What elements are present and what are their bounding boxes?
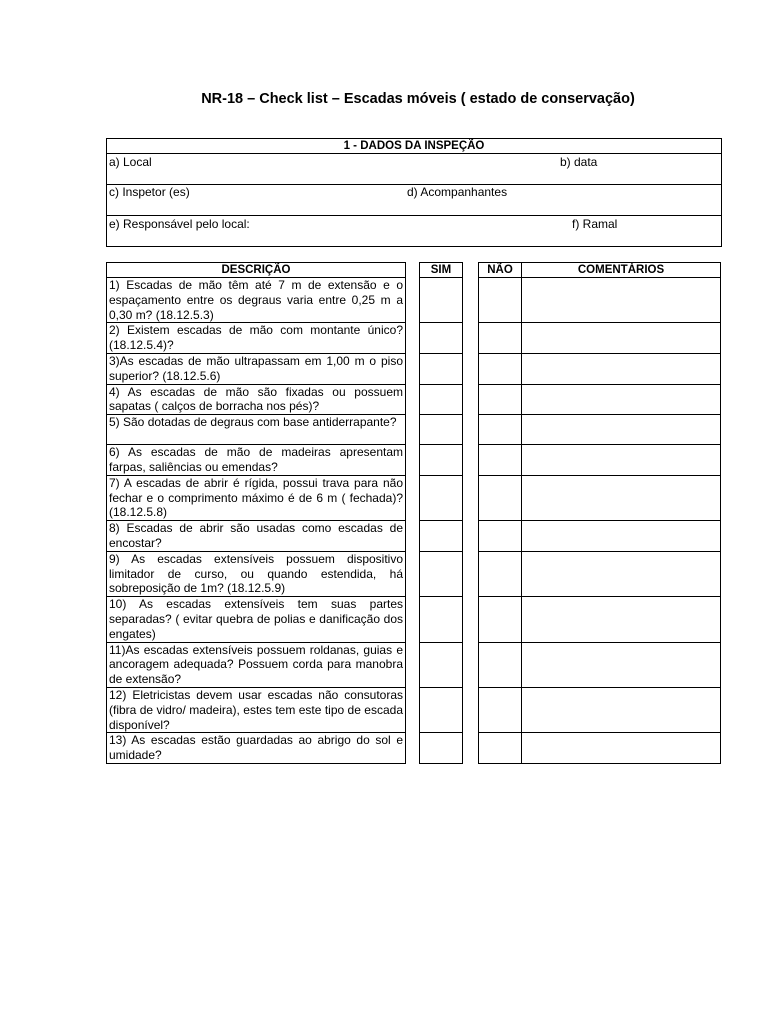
table-row — [107, 415, 721, 445]
item-description: 13) As escadas estão guardadas ao abrigo do sol e umidade? — [107, 733, 406, 764]
comment-cell[interactable] — [522, 445, 721, 476]
spacer — [406, 642, 420, 687]
spacer — [463, 278, 479, 323]
spacer — [463, 384, 479, 415]
comment-cell[interactable] — [522, 687, 721, 732]
page-title: NR-18 – Check list – Escadas móveis ( estado de conservação) — [201, 91, 635, 107]
spacer — [406, 323, 420, 354]
yes-checkbox-cell[interactable] — [420, 597, 463, 642]
companions-label: d) Acompanhantes — [407, 185, 508, 199]
local-date-row[interactable] — [107, 154, 722, 185]
comment-cell[interactable] — [522, 642, 721, 687]
spacer — [406, 415, 420, 445]
spacer — [406, 551, 420, 596]
spacer — [463, 687, 479, 732]
local-label: a) Local — [109, 155, 152, 169]
yes-header: SIM — [420, 263, 463, 278]
yes-checkbox-cell[interactable] — [420, 384, 463, 415]
spacer — [406, 521, 420, 552]
yes-checkbox-cell[interactable] — [420, 415, 463, 445]
table-row — [107, 642, 721, 687]
no-checkbox-cell[interactable] — [479, 642, 522, 687]
item-description: 5) São dotadas de degraus com base antiderrapante? — [107, 415, 406, 445]
spacer — [406, 687, 420, 732]
spacer — [463, 733, 479, 764]
responsible-label: e) Responsável pelo local: — [109, 217, 250, 231]
item-description: 11)As escadas extensíveis possuem roldanas, guias e ancoragem adequada? Possuem corda para manobra de extensão? — [107, 642, 406, 687]
no-checkbox-cell[interactable] — [479, 521, 522, 552]
table-row — [107, 353, 721, 384]
comment-cell[interactable] — [522, 415, 721, 445]
item-description: 12) Eletricistas devem usar escadas não consutoras (fibra de vidro/ madeira), estes tem este tipo de escada disponível? — [107, 687, 406, 732]
comment-cell[interactable] — [522, 597, 721, 642]
comment-cell[interactable] — [522, 521, 721, 552]
spacer — [406, 597, 420, 642]
table-row — [107, 278, 721, 323]
inspector-label: c) Inspetor (es) — [109, 185, 190, 199]
table-row — [107, 445, 721, 476]
comment-cell[interactable] — [522, 384, 721, 415]
table-row — [107, 687, 721, 732]
comment-cell[interactable] — [522, 323, 721, 354]
spacer — [463, 323, 479, 354]
table-row — [107, 521, 721, 552]
checklist-header-row — [107, 263, 721, 278]
no-checkbox-cell[interactable] — [479, 384, 522, 415]
table-row — [107, 384, 721, 415]
spacer — [463, 597, 479, 642]
spacer — [463, 445, 479, 476]
yes-checkbox-cell[interactable] — [420, 475, 463, 520]
yes-checkbox-cell[interactable] — [420, 278, 463, 323]
spacer — [463, 642, 479, 687]
no-header: NÃO — [479, 263, 522, 278]
comment-cell[interactable] — [522, 353, 721, 384]
yes-checkbox-cell[interactable] — [420, 642, 463, 687]
comment-cell[interactable] — [522, 733, 721, 764]
spacer — [406, 475, 420, 520]
item-description: 3)As escadas de mão ultrapassam em 1,00 m o piso superior? (18.12.5.6) — [107, 353, 406, 384]
spacer — [463, 353, 479, 384]
yes-checkbox-cell[interactable] — [420, 551, 463, 596]
no-checkbox-cell[interactable] — [479, 551, 522, 596]
item-description: 10) As escadas extensíveis tem suas partes separadas? ( evitar quebra de polias e danificação dos engates) — [107, 597, 406, 642]
table-row — [107, 597, 721, 642]
no-checkbox-cell[interactable] — [479, 415, 522, 445]
inspection-data-table — [106, 138, 722, 247]
yes-checkbox-cell[interactable] — [420, 687, 463, 732]
spacer — [406, 263, 420, 278]
checklist-table — [106, 262, 721, 764]
no-checkbox-cell[interactable] — [479, 323, 522, 354]
spacer — [463, 415, 479, 445]
no-checkbox-cell[interactable] — [479, 733, 522, 764]
spacer — [463, 475, 479, 520]
yes-checkbox-cell[interactable] — [420, 521, 463, 552]
item-description: 1) Escadas de mão têm até 7 m de extensão e o espaçamento entre os degraus varia entre 0,25 m a 0,30 m? (18.12.5.3) — [107, 278, 406, 323]
spacer — [463, 263, 479, 278]
no-checkbox-cell[interactable] — [479, 475, 522, 520]
item-description: 2) Existem escadas de mão com montante único? (18.12.5.4)? — [107, 323, 406, 354]
spacer — [406, 278, 420, 323]
spacer — [463, 551, 479, 596]
yes-checkbox-cell[interactable] — [420, 323, 463, 354]
responsible-row[interactable] — [107, 216, 722, 247]
no-checkbox-cell[interactable] — [479, 278, 522, 323]
table-row — [107, 475, 721, 520]
yes-checkbox-cell[interactable] — [420, 445, 463, 476]
table-row — [107, 323, 721, 354]
comment-cell[interactable] — [522, 475, 721, 520]
date-label: b) data — [560, 155, 598, 169]
yes-checkbox-cell[interactable] — [420, 353, 463, 384]
item-description: 8) Escadas de abrir são usadas como escadas de encostar? — [107, 521, 406, 552]
item-description: 6) As escadas de mão de madeiras apresentam farpas, saliências ou emendas? — [107, 445, 406, 476]
yes-checkbox-cell[interactable] — [420, 733, 463, 764]
spacer — [406, 384, 420, 415]
comment-cell[interactable] — [522, 278, 721, 323]
comment-cell[interactable] — [522, 551, 721, 596]
extension-label: f) Ramal — [572, 217, 618, 231]
item-description: 7) A escadas de abrir é rígida, possui trava para não fechar e o comprimento máximo é de 6 m ( fechada)?(18.12.5.8) — [107, 475, 406, 520]
inspection-header: 1 - DADOS DA INSPEÇÃO — [107, 139, 722, 154]
item-description: 4) As escadas de mão são fixadas ou possuem sapatas ( calços de borracha nos pés)? — [107, 384, 406, 415]
no-checkbox-cell[interactable] — [479, 445, 522, 476]
spacer — [406, 353, 420, 384]
description-header: DESCRIÇÃO — [107, 263, 406, 278]
no-checkbox-cell[interactable] — [479, 597, 522, 642]
spacer — [406, 733, 420, 764]
comments-header: COMENTÁRIOS — [522, 263, 721, 278]
item-description: 9) As escadas extensíveis possuem dispositivo limitador de curso, ou quando estendida, há sobreposição de 1m? (18.12.5.9) — [107, 551, 406, 596]
spacer — [463, 521, 479, 552]
no-checkbox-cell[interactable] — [479, 687, 522, 732]
spacer — [406, 445, 420, 476]
table-row — [107, 551, 721, 596]
table-row — [107, 733, 721, 764]
no-checkbox-cell[interactable] — [479, 353, 522, 384]
inspector-row[interactable] — [107, 185, 722, 216]
